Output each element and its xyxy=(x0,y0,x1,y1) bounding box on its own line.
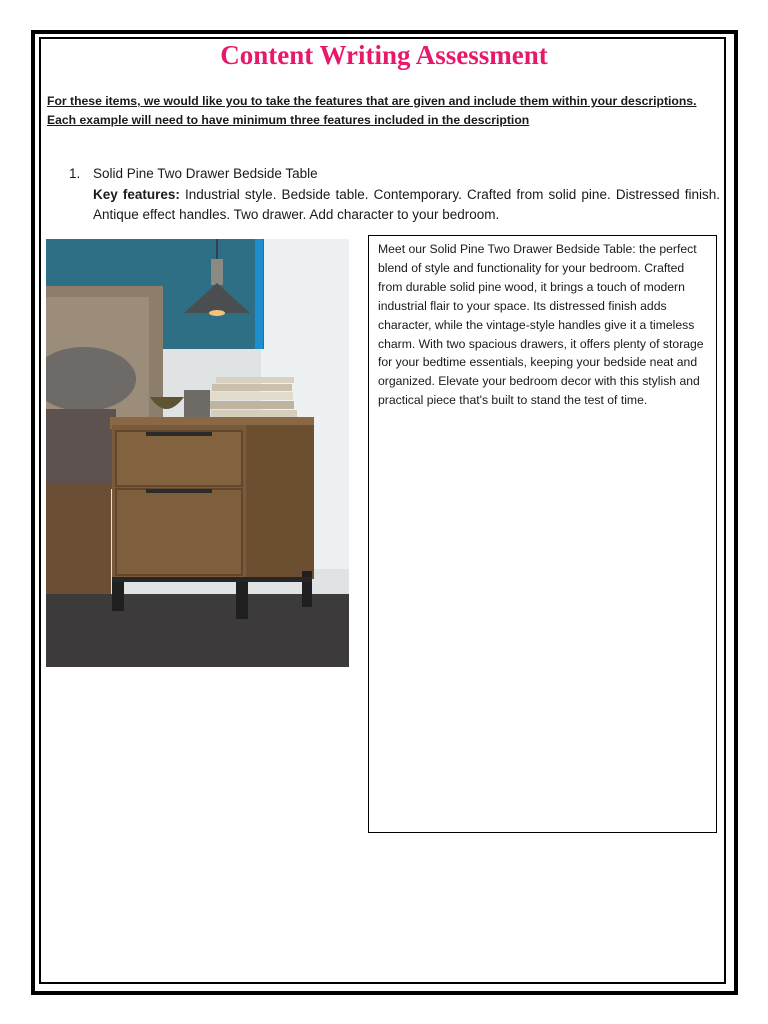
photo-blue-edge xyxy=(255,239,263,349)
book-1 xyxy=(216,377,294,383)
book-5 xyxy=(211,410,297,418)
instructions-line-1: For these items, we would like you to take the features that are given and include them within your descriptions. xyxy=(47,94,697,108)
drawer-handle-top xyxy=(146,432,212,436)
instructions xyxy=(47,92,727,130)
book-2 xyxy=(212,384,292,391)
document-title: Content Writing Assessment xyxy=(220,40,548,70)
leg-front-left xyxy=(112,577,124,611)
bed-frame xyxy=(46,484,111,604)
item-name: Solid Pine Two Drawer Bedside Table xyxy=(93,166,318,181)
description-box xyxy=(368,235,717,833)
leg-front-right xyxy=(236,577,248,619)
lamp-bulb xyxy=(209,310,225,316)
drawer-handle-bottom xyxy=(146,489,212,493)
key-features-text: Industrial style. Bedside table. Contemporary. Crafted from solid pine. Distressed finish. Antique effect handles. Two drawer. Add character to your bedroom. xyxy=(93,187,720,222)
drawer-top xyxy=(116,431,242,486)
nightstand-side xyxy=(244,425,314,579)
book-4 xyxy=(206,401,294,409)
key-features-label: Key features: xyxy=(93,187,180,202)
leg-back-right xyxy=(302,571,312,607)
product-description: Meet our Solid Pine Two Drawer Bedside Table: the perfect blend of style and functionality for your bedroom. Crafted from durable solid pine wood, it brings a touch of modern industrial flair to your space. Its distressed finish adds character, while the vintage-style handles give it a timeless charm. With two spacious drawers, it offers plenty of storage for your bedtime essentials, keeping your bedside neat and organized. Elevate your bedroom decor with this stylish and practical piece that's built to stand the test of time. xyxy=(378,242,704,408)
instructions-line-2: Each example will need to have minimum three features included in the description xyxy=(47,113,530,127)
glass-candle xyxy=(184,390,210,418)
product-photo xyxy=(46,239,349,667)
leg-rail xyxy=(112,577,312,582)
lamp-socket xyxy=(211,259,223,285)
book-3 xyxy=(209,392,293,400)
drawer-bottom xyxy=(116,489,242,575)
key-features xyxy=(93,185,720,225)
item-number: 1. xyxy=(69,166,81,181)
bed-mattress xyxy=(46,409,116,489)
